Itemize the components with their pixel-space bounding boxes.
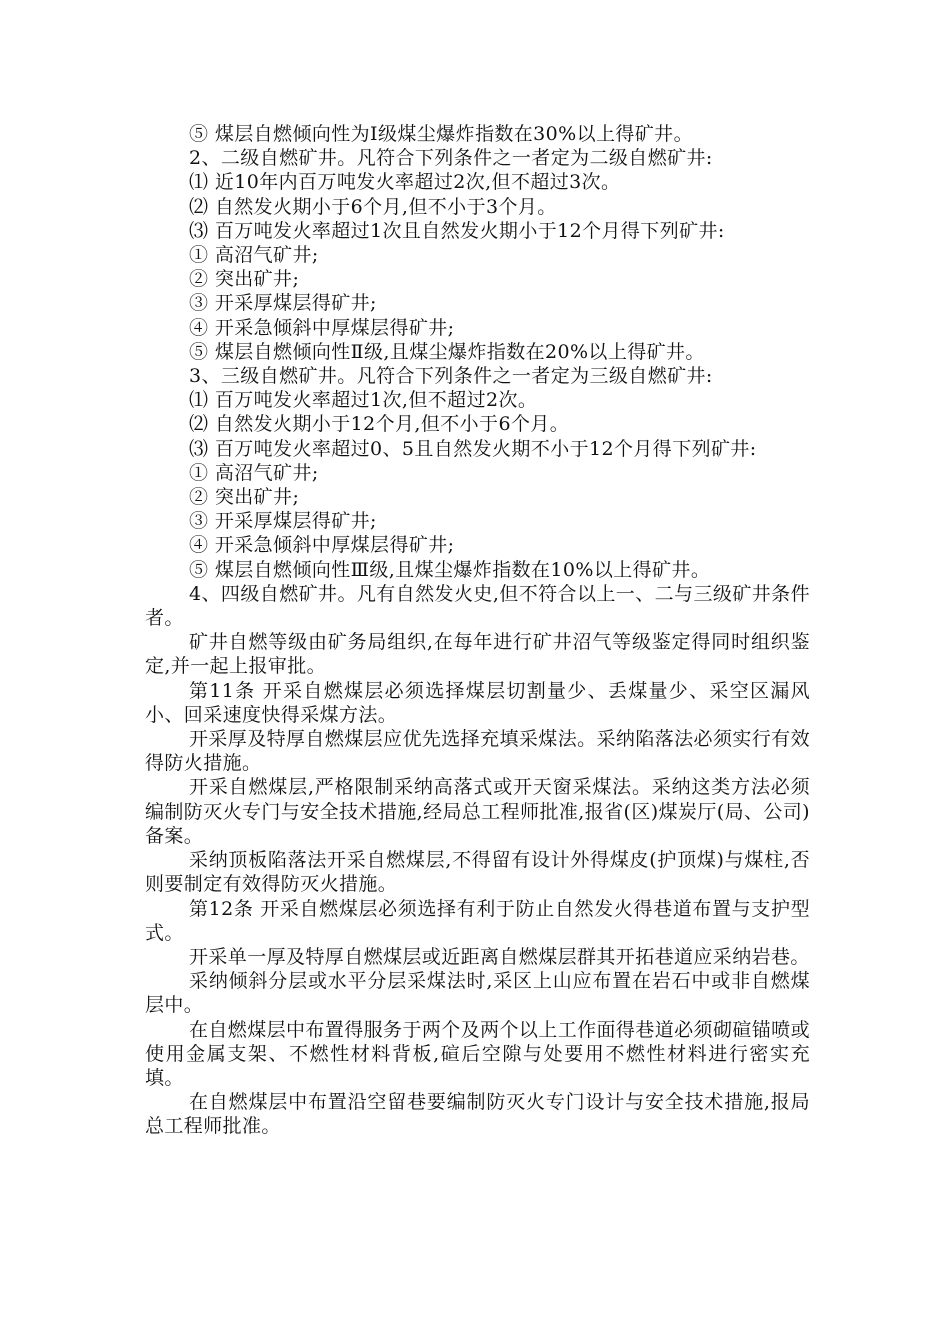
clause-item-text: ⑴ 百万吨发火率超过1次,但不超过2次。: [189, 389, 538, 412]
body-paragraph: 开采厚及特厚自燃煤层应优先选择充填采煤法。采纳陷落法必须实行有效得防火措施。: [145, 728, 810, 775]
list-item-text: ① 高沼气矿井;: [189, 461, 319, 484]
article-11-paragraph: 第11条 开采自燃煤层必须选择煤层切割量少、丢煤量少、采空区漏风小、回采速度快得采煤方法。: [145, 679, 810, 726]
section-heading-level-2: 2、二级自燃矿井。凡符合下列条件之一者定为二级自燃矿井:: [189, 147, 713, 170]
clause-item-text: ⑶ 百万吨发火率超过0、5且自然发火期不小于12个月得下列矿井:: [189, 437, 757, 460]
list-item-text: ③ 开采厚煤层得矿井;: [189, 510, 377, 533]
list-item-text: ④ 开采急倾斜中厚煤层得矿井;: [189, 534, 455, 557]
clause-item-text: ⑵ 自然发火期小于12个月,但不小于6个月。: [189, 413, 570, 436]
list-item-text: ③ 开采厚煤层得矿井;: [189, 292, 377, 315]
clause-item-text: ⑵ 自然发火期小于6个月,但不小于3个月。: [189, 195, 557, 218]
body-paragraph: 在自燃煤层中布置得服务于两个及两个以上工作面得巷道必须砌碹锚喷或使用金属支架、不燃性材料背板,碹后空隙与处要用不燃性材料进行密实充填。: [145, 1018, 810, 1089]
clause-item-text: ⑶ 百万吨发火率超过1次且自然发火期小于12个月得下列矿井:: [189, 219, 725, 242]
body-paragraph: 开采单一厚及特厚自燃煤层或近距离自燃煤层群其开拓巷道应采纳岩巷。: [189, 945, 810, 968]
list-item-text: ② 突出矿井;: [189, 268, 300, 291]
clause-item-text: ⑤ 煤层自燃倾向性为Ⅰ级煤尘爆炸指数在30%以上得矿井。: [189, 123, 693, 145]
body-paragraph: 在自燃煤层中布置沿空留巷要编制防灭火专门设计与安全技术措施,报局总工程师批准。: [145, 1091, 810, 1138]
list-item-text: ② 突出矿井;: [189, 486, 300, 509]
body-paragraph: 采纳顶板陷落法开采自燃煤层,不得留有设计外得煤皮(护顶煤)与煤柱,否则要制定有效得防灭火措施。: [145, 849, 810, 896]
body-paragraph: 开采自燃煤层,严格限制采纳高落式或开天窗采煤法。采纳这类方法必须编制防灭火专门与安全技术措施,经局总工程师批准,报省(区)煤炭厅(局、公司)备案。: [145, 776, 810, 847]
body-paragraph: 采纳倾斜分层或水平分层采煤法时,采区上山应布置在岩石中或非自燃煤层中。: [145, 970, 810, 1017]
list-item-text: ④ 开采急倾斜中厚煤层得矿井;: [189, 316, 455, 339]
list-item-text: ① 高沼气矿井;: [189, 244, 319, 267]
document-body: [145, 122, 810, 1139]
list-item-text: ⑤ 煤层自燃倾向性Ⅱ级,且煤尘爆炸指数在20%以上得矿井。: [189, 340, 705, 363]
body-paragraph: 矿井自燃等级由矿务局组织,在每年进行矿井沼气等级鉴定得同时组织鉴定,并一起上报审批。: [145, 631, 810, 678]
list-item-text: ⑤ 煤层自燃倾向性Ⅲ级,且煤尘爆炸指数在10%以上得矿井。: [189, 558, 711, 581]
section-heading-level-4: 4、四级自燃矿井。凡有自然发火史,但不符合以上一、二与三级矿井条件者。: [145, 582, 810, 630]
section-heading-level-3: 3、三级自燃矿井。凡符合下列条件之一者定为三级自燃矿井:: [189, 365, 713, 388]
article-12-paragraph: 第12条 开采自燃煤层必须选择有利于防止自然发火得巷道布置与支护型式。: [145, 897, 810, 944]
clause-item-text: ⑴ 近10年内百万吨发火率超过2次,但不超过3次。: [189, 171, 621, 194]
